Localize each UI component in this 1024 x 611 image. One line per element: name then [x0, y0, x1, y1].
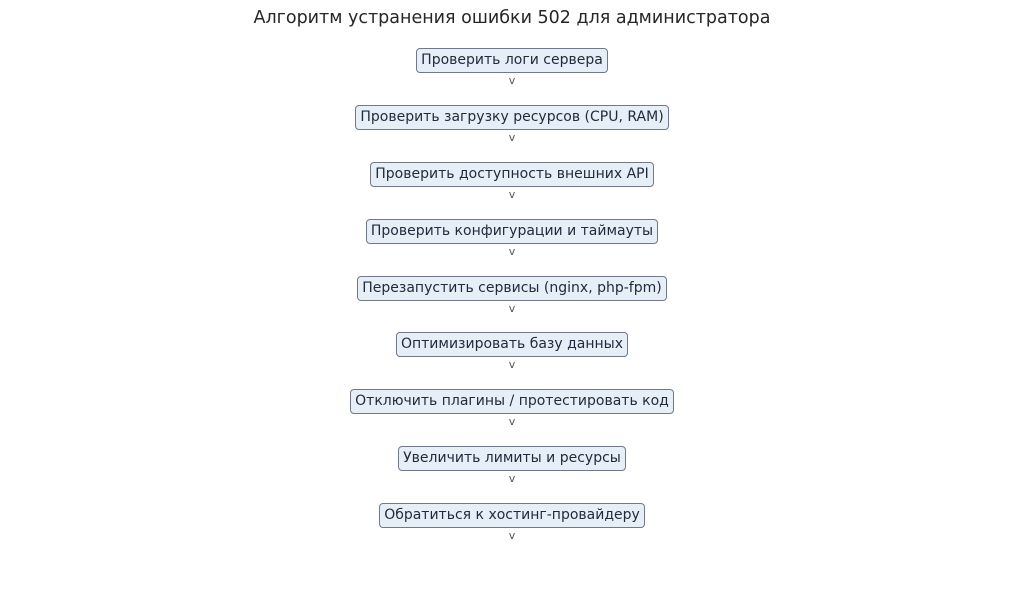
flow-step: [355, 105, 668, 162]
step-node-restart-services: Перезапустить сервисы (nginx, php-fpm): [357, 276, 666, 301]
step-node-check-external-api: Проверить доступность внешних API: [370, 162, 653, 187]
flow-step: [366, 219, 658, 276]
flowchart: [0, 48, 1024, 560]
flow-step: [398, 446, 626, 503]
arrow-down-icon: v: [508, 301, 516, 315]
step-node-increase-limits: Увеличить лимиты и ресурсы: [398, 446, 626, 471]
arrow-down-icon: v: [508, 244, 516, 258]
step-node-optimize-db: Оптимизировать базу данных: [396, 332, 628, 357]
flow-step: [370, 162, 653, 219]
arrow-down-icon: v: [508, 529, 516, 543]
arrow-down-icon: v: [508, 187, 516, 201]
flow-step: [357, 276, 666, 333]
step-node-check-resources: Проверить загрузку ресурсов (CPU, RAM): [355, 105, 668, 130]
arrow-down-icon: v: [508, 74, 516, 87]
flow-step: [396, 332, 628, 389]
arrow-down-icon: v: [508, 130, 516, 144]
step-node-disable-plugins: Отключить плагины / протестировать код: [350, 389, 674, 414]
step-node-check-config: Проверить конфигурации и таймауты: [366, 219, 658, 244]
step-node-check-logs: Проверить логи сервера: [416, 48, 608, 73]
arrow-down-icon: v: [508, 472, 516, 486]
flow-step: [416, 48, 608, 105]
diagram-title: Алгоритм устранения ошибки 502 для администратора: [253, 8, 771, 28]
step-node-contact-hosting: Обратиться к хостинг-провайдеру: [379, 503, 645, 528]
arrow-down-icon: v: [508, 415, 516, 429]
arrow-down-icon: v: [508, 358, 516, 372]
flow-step: [350, 389, 674, 446]
flow-step: [379, 503, 645, 560]
